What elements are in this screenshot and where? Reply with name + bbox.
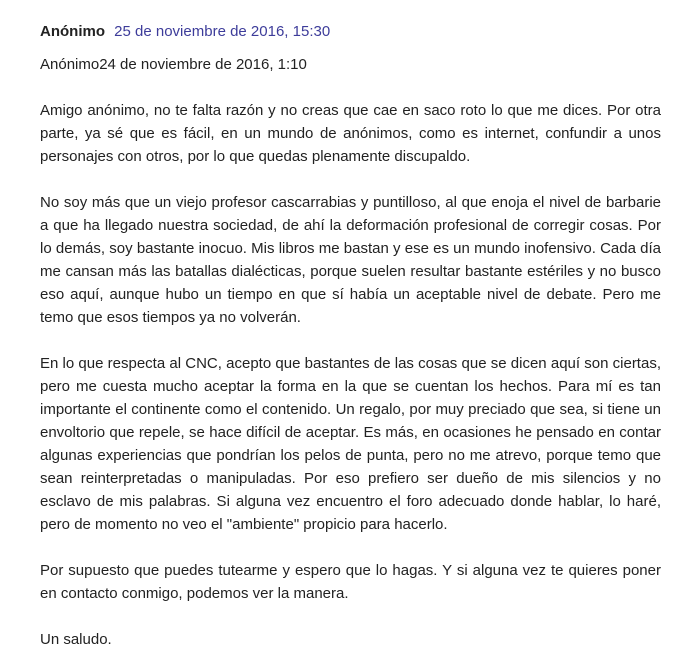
comment-paragraph: No soy más que un viejo profesor cascarrabias y puntilloso, al que enoja el nivel de barbarie a que ha llegado nuestra sociedad, de ahí la deformación profesional de corregir cosas. Por lo demás, soy bastante inocuo. Mis libros me bastan y ese es un mundo inofensivo. Cada día me cansan más las batallas dialécticas, porque suelen resultar bastante estériles y no busco eso aquí, aunque hubo un tiempo en que sí había un aceptable nivel de debate. Pero me temo que esos tiempos ya no volverán. bbox=[40, 194, 661, 326]
comment-author: Anónimo bbox=[40, 23, 105, 40]
comment-paragraph: Amigo anónimo, no te falta razón y no creas que cae en saco roto lo que me dices. Por otra parte, ya sé que es fácil, en un mundo de anónimos, como es internet, confundir a unos personajes con otros, por lo que quedas plenamente discupaldo. bbox=[40, 102, 661, 165]
comment-header bbox=[40, 22, 661, 42]
comment-signoff: Un saludo. bbox=[40, 631, 112, 648]
comment-timestamp-link[interactable]: 25 de noviembre de 2016, 15:30 bbox=[114, 23, 331, 40]
comment-paragraph: Por supuesto que puedes tutearme y espero que lo hagas. Y si alguna vez te quieres poner en contacto conmigo, podemos ver la manera. bbox=[40, 562, 661, 602]
comment-paragraph: En lo que respecta al CNC, acepto que bastantes de las cosas que se dicen aquí son ciertas, pero me cuesta mucho aceptar la forma en la que se cuentan los hechos. Para mí es tan importante el continente como el contenido. Un regalo, por muy preciado que sea, si tiene un envoltorio que repele, se hace difícil de aceptar. Es más, en ocasiones he pensado en contar algunas experiencias que pondrían los pelos de punta, pero no me atrevo, porque temo que sean reinterpretadas o manipuladas. Por eso prefiero ser dueño de mis silencios y no esclavo de mis palabras. Si alguna vez encuentro el foro adecuado donde hablar, lo haré, pero de momento no veo el "ambiente" propicio para hacerlo. bbox=[40, 355, 661, 533]
quoted-reference: Anónimo24 de noviembre de 2016, 1:10 bbox=[40, 56, 307, 73]
comment-body bbox=[40, 53, 661, 651]
